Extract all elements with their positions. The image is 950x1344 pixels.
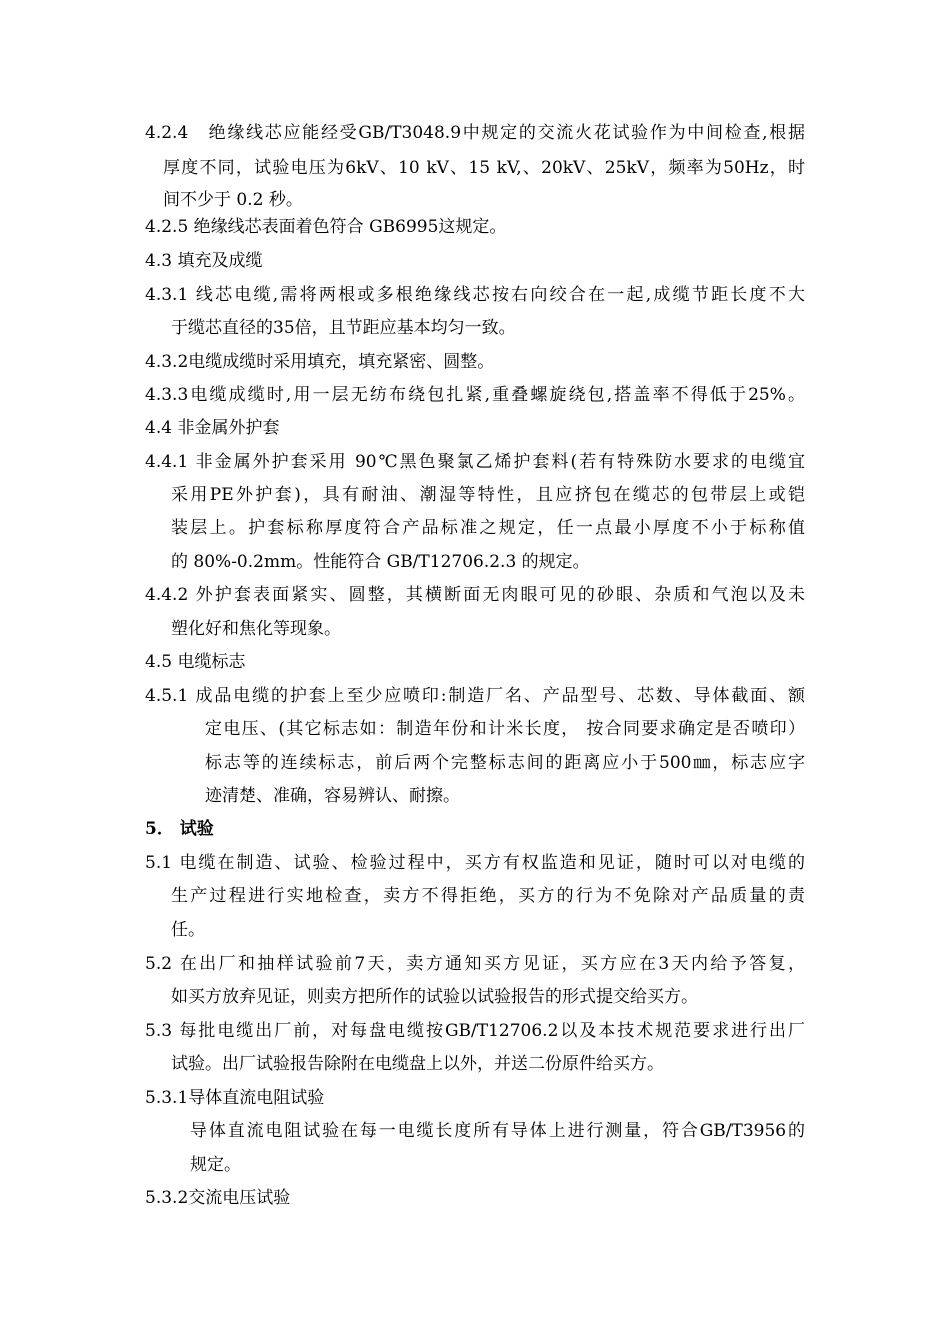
text-line: 4.3.1 线芯电缆,需将两根或多根绝缘线芯按右向绞合在一起,成缆节距长度不大 (145, 285, 805, 305)
text-line: 4.3.3电缆成缆时,用一层无纺布绕包扎紧,重叠螺旋绕包,搭盖率不得低于25%。 (145, 385, 805, 405)
text-line: 间不少于 0.2 秒。 (163, 190, 303, 210)
text-line: 迹清楚、准确，容易辨认、耐擦。 (205, 786, 460, 806)
text-line: 4.2.5 绝缘线芯表面着色符合 GB6995这规定。 (145, 217, 507, 237)
text-line: 4.3.2电缆成缆时采用填充，填充紧密、圆整。 (145, 352, 495, 372)
text-line: 标志等的连续标志，前后两个完整标志间的距离应小于500㎜，标志应字 (205, 753, 805, 773)
text-line: 厚度不同，试验电压为6kV、10 kV、15 kV,、20kV、25kV，频率为50Hz，时 (163, 158, 805, 178)
text-line: 任。 (171, 920, 205, 940)
section-heading: 5.3.2交流电压试验 (145, 1188, 291, 1208)
text-line: 导体直流电阻试验在每一电缆长度所有导体上进行测量，符合GB/T3956的 (190, 1121, 805, 1141)
text-line: 5.2 在出厂和抽样试验前7天，卖方通知买方见证，买方应在3天内给予答复， (145, 954, 805, 974)
text-line: 塑化好和焦化等现象。 (171, 619, 341, 639)
text-line: 生产过程进行实地检查，卖方不得拒绝，买方的行为不免除对产品质量的责 (171, 886, 805, 906)
section-heading: 5． 试验 (145, 819, 214, 839)
text-line: 4.5.1 成品电缆的护套上至少应喷印:制造厂名、产品型号、芯数、导体截面、额 (145, 686, 805, 706)
text-line: 于缆芯直径的35倍，且节距应基本均匀一致。 (171, 318, 516, 338)
text-line: 装层上。护套标称厚度符合产品标准之规定，任一点最小厚度不小于标称值 (171, 518, 805, 538)
text-line: 的 80%-0.2mm。性能符合 GB/T12706.2.3 的规定。 (171, 552, 590, 572)
section-heading: 4.5 电缆标志 (145, 652, 246, 672)
text-line: 定电压、(其它标志如：制造年份和计米长度， 按合同要求确定是否喷印） (205, 719, 805, 739)
text-line: 5.1 电缆在制造、试验、检验过程中，买方有权监造和见证，随时可以对电缆的 (145, 853, 805, 873)
text-line: 5.3 每批电缆出厂前，对每盘电缆按GB/T12706.2以及本技术规范要求进行出厂 (145, 1021, 805, 1041)
text-line: 4.4.1 非金属外护套采用 90℃黑色聚氯乙烯护套料(若有特殊防水要求的电缆宜 (145, 452, 805, 472)
text-line: 4.2.4 绝缘线芯应能经受GB/T3048.9中规定的交流火花试验作为中间检查,根据 (145, 123, 805, 143)
section-heading: 4.4 非金属外护套 (145, 418, 280, 438)
text-line: 4.4.2 外护套表面紧实、圆整，其横断面无肉眼可见的砂眼、杂质和气泡以及未 (145, 585, 805, 605)
text-line: 规定。 (190, 1155, 241, 1175)
text-line: 采用PE外护套)，具有耐油、潮湿等特性，且应挤包在缆芯的包带层上或铠 (171, 485, 805, 505)
text-line: 如买方放弃见证，则卖方把所作的试验以试验报告的形式提交给买方。 (171, 987, 698, 1007)
section-heading: 4.3 填充及成缆 (145, 251, 263, 271)
text-line: 试验。出厂试验报告除附在电缆盘上以外，并送二份原件给买方。 (171, 1054, 664, 1074)
section-heading: 5.3.1导体直流电阻试验 (145, 1088, 325, 1108)
